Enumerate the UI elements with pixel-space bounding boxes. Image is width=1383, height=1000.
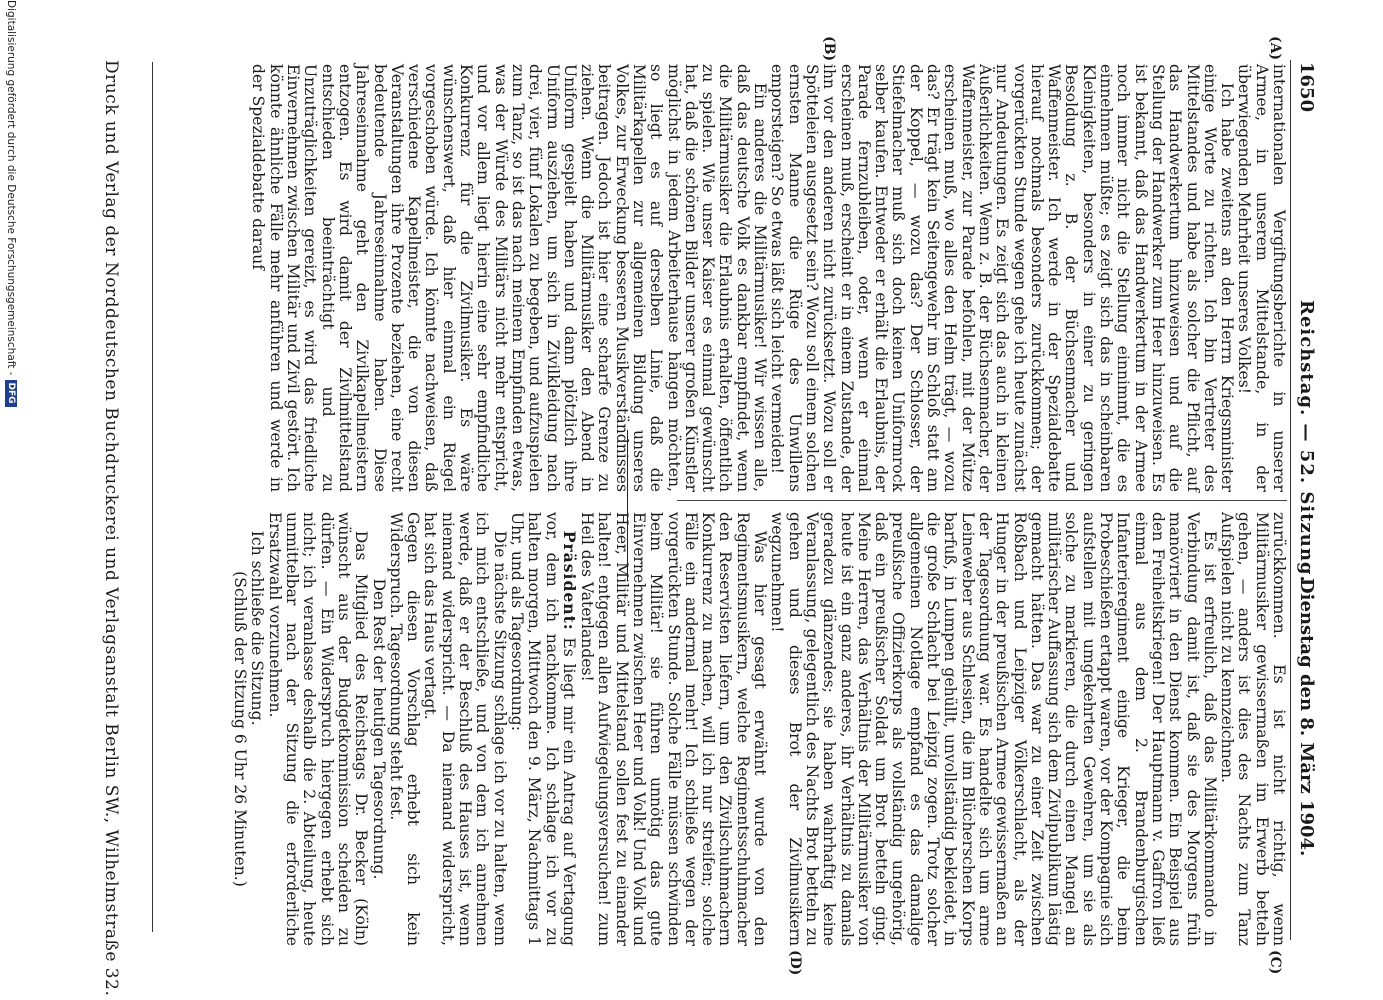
credit-text: Digitalisierung gefördert durch die Deutsche Forschungsgemeinschaft - — [5, 0, 17, 376]
agenda-item: Den Rest der heutigen Tagesordnung. — [369, 578, 388, 880]
end-rule — [627, 430, 628, 580]
president-statement — [508, 512, 578, 946]
left-text-column — [249, 64, 1287, 492]
paragraph: Was hier gesagt erwähnt wurde von den Regimentsmusikern, welche Regimentsschuhmacher den Reservisten liefern, um den Zivilschuhmachern Konkurrenz zu machen, will ich nur streifen; solche Fälle ein andermal mehr! Ich schließe wegen der vorgerückten Stunde. Solche Fälle müssen schwinden beim Militär! sie führen unnötig das gute Einvernehmen zwischen Heer und Volk! Und Volk und Heer, Militär und Mittelstand sollen fest zu einander halten! entgegen allen Aufwiegelungsversuchen! zum Heil des Vaterlandes! — [578, 512, 770, 946]
margin-marker-d: (D) — [787, 950, 803, 976]
margin-marker-c: (C) — [1267, 950, 1283, 975]
column-divider — [677, 500, 1287, 501]
statement-text: Es liegt mir ein Antrag auf Vertagung vor, dem ich nachkomme. Ich schlage ich vor zu halten morgen, Mittwoch den 9. März, Nachmittags 1 Uhr, und als Tagesordnung: — [507, 512, 578, 946]
header-rule — [1290, 60, 1291, 940]
paragraph: Das Mitglied des Reichstags Dr. Becker (Köln) wünscht aus der Budgetkommission scheiden zu dürfen. — Ein Widerspruch hiergegen erhebt sich nicht; ich veranlasse deshalb die 2. Abteilung, heute unmittelbar nach der Sitzung die erforderliche Ersatzwahl vorzunehmen. — [265, 512, 371, 946]
footer-rule — [152, 62, 153, 932]
digitization-credit — [5, 0, 17, 407]
paragraph: Gegen diesen Vorschlag erhebt sich kein Widerspruch. Tagesordnung steht fest. — [386, 512, 423, 946]
paragraph: Ein anderes die Militärmusiker! Wir wissen alle, daß das deutsche Volk es dankbar empfindet, wenn die Militärmusiker die Erlaubnis erhalten, öffentlich zu spielen. Wie unser Kaiser es einmal gewünscht hat, daß die schönen Bilder unserer großen Künstler möglichst in jedem Arbeiterhause hängen möchten, so liegt es auf derselben Linie, daß die Militärkapellen zur allgemeinen Bildung unseres Volkes, zur Erweckung besseren Musikverständnisses beitragen. Jedoch ist hier eine scharfe Grenze zu ziehen. Wenn die Militärmusiker den Abend in Uniform gespielt haben und dann plötzlich ihre Uniform ausziehen, um sich in Zivilkleidung nach drei, vier, fünf Lokalen zu begeben, und aufzuspielen zum Tanz, so ist das nach meinem Empfinden etwas, was der Würde des Militärs nicht mehr entspricht, und vor allem liegt hierin eine sehr empfindliche Konkurrenz für die Zivilmusiker. Es wäre wünschenswert, daß hier einmal ein Riegel vorgeschoben würde. Ich könnte nachweisen, daß verschiedene Kapellmeister, die von diesen Veranstaltungen ihre Prozente beziehen, eine recht bedeutende Jahreseinnahme haben. Diese Jahreseinnahme geht den Zivilkapellmeistern entzogen. Es wird damit der Zivilmittelstand entschieden beeinträchtigt und zu Unzuträglichkeiten gereizt, es wird das friedliche Einvernehmen zwischen Militär und Zivil gestört. Ich könnte ähnliche Fälle mehr anführen und werde in der Spezialdebatte darauf — [249, 64, 770, 493]
paragraph: internationalen Vergiftungsberichte in unserer Armee, in unserem Mittelstande, in der überwiegenden Mehrheit unseres Volkes! — [1235, 64, 1288, 492]
paragraph: zurückkommen. Es ist nicht richtig, wenn Militärmusiker gewissermaßen im Erwerb betteln gehen, — anders ist dies des Nachts zum Tanz Aufspielen nicht zu kennzeichnen. — [1218, 512, 1288, 946]
dfg-logo: DFG — [5, 380, 17, 407]
closing-line: Ich schließe die Sitzung. — [248, 530, 267, 726]
page-number: 1650 — [1296, 62, 1317, 113]
margin-marker-a: (A) — [1267, 36, 1283, 61]
printer-imprint: Druck und Verlag der Norddeutschen Buchdruckerei und Verlagsanstalt Berlin SW., Wilhelmstraße 32. — [101, 60, 121, 997]
paragraph: Es ist erfreulich, daß das Militärkommando in Verbindung damit ist, daß sie des Morgens früh manövriert in den Dienst kommen. Ein Beispiel aus den Freiheitskriegen! Der Hauptmann v. Gaffron ließ einmal aus dem 2. Brandenburgischen Infanterieregiment einige Krieger, die beim Probeschießen ertappt waren, vor der Kompagnie sich aufstellen mit umgekehrten Gewehren, um sie als solche zu markieren, die durch einen Mangel an militärischer Auffassung sich dem Zivilpublikum lästig gemacht hätten. Das war zu einer Zeit zwischen Roßbach und Leipziger Völkerschlacht, als der Hunger in der preußischen Armee gewissermaßen an der Tagesordnung war. Es handelte sich um arme Leineweber aus Schlesien, die im Blücherschen Korps barfuß, in Lumpen gehüllt, unvollständig bekleidet, in die große Schlacht bei Leipzig zogen. Trotz solcher allgemeinen Notlage empfand es das damalige preußische Offizierkorps als vollständig ungehörig, daß ein preußischer Soldat um Brot betteln ging. Meine Herren, das Verhältnis der Militärmusiker von heute ist ein ganz anderes, ihr Verhältnis zu damals geradezu glänzendes; sie haben wahrhaftig keine Veranlassung, gelegentlich des Nachts Brot betteln zu gehen und dieses Brot der Zivilmusikern wegzunehmen! — [768, 512, 1219, 946]
paragraph: Die nächste Sitzung schlage ich vor zu halten, wenn ich mich entschließe, und von dem ich annehmen werde, daß er der Beschluß des Hauses ist, wenn niemand widerspricht. — Da niemand widerspricht, hat sich das Haus vertagt. — [421, 512, 509, 946]
paragraph: Ich habe zweitens an den Herrn Kriegsminister einige Worte zu richten. Ich bin Vertreter des Mittelstandes und habe als solcher die Pflicht, auf das Handwerkertum hinzuweisen und auf die Stellung der Handwerker zum Heer hinzuweisen. Es ist bekannt, daß das Handwerkertum in der Armee noch immer nicht die Stellung einnimmt, die es einnehmen müßte; es zeigt sich das in scheinbaren Kleinigkeiten, besonders in einer zu geringen Besoldung z. B. der Büchsenmacher und Waffenmeister. Ich werde in der Spezialdebatte hierauf nochmals besonders zurückkommen; der vorgerückten Stunde wegen gehe ich heute zunächst nur Andeutungen. Es zeigt sich das auch in kleinen Äußerlichkeiten. Wenn z. B. der Büchsenmacher, der Waffenmeister, zur Parade befohlen, mit der Mütze erscheinen muß, wo alles den Helm trägt, — wozu das? Er trägt kein Seitengewehr im Schloß statt am der Koppel, — wozu das? Der Schlosser, der Stiefelmacher muß sich doch keinen Uniformrock selber kaufen. Entweder er erhält die Erlaubnis, der Parade fernzubleiben, oder, wenn er einmal erscheinen muß, erscheint er in einem Zustande, der ihn vor den anderen nicht zurücksetzt. Wozu soll er Spötteleien ausgesetzt sein? Wozu soll einem solchen ernsten Manne die Rüge des Unwillens emporsteigen? So etwas läßt sich leicht vermeiden! — [768, 64, 1237, 492]
right-text-column — [231, 512, 1287, 946]
running-head: Reichstag. — 52. Sitzung. — [1296, 300, 1317, 583]
margin-marker-b: (B) — [821, 36, 837, 62]
speaker-label: Präsident: — [559, 530, 579, 631]
session-end-note: (Schluß der Sitzung 6 Uhr 26 Minuten.) — [231, 571, 250, 887]
session-date: Dienstag den 8. März 1904. — [1296, 578, 1317, 857]
